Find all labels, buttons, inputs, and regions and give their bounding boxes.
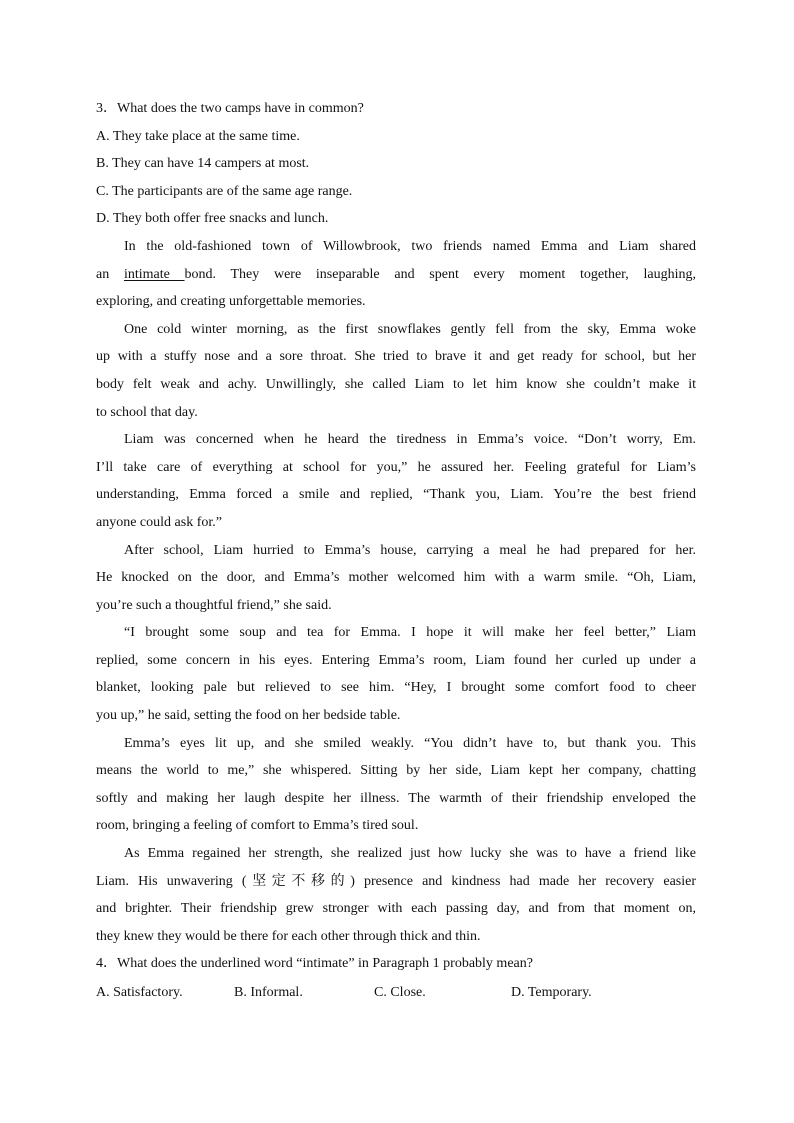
passage-line xyxy=(96,261,696,289)
passage-line: to school that day. xyxy=(96,404,198,420)
passage-line: He knocked on the door, and Emma’s mother welcomed him with a warm smile. “Oh, Liam, xyxy=(96,570,696,586)
paragraph-7 xyxy=(96,840,696,950)
passage-line: replied, some concern in his eyes. Entering Emma’s room, Liam found her curled up under a xyxy=(96,652,696,668)
passage-line: up with a stuffy nose and a sore throat. She tried to brave it and get ready for school, but her xyxy=(96,349,696,365)
reading-passage xyxy=(96,233,696,950)
passage-line: exploring, and creating unforgettable memories. xyxy=(96,294,366,310)
passage-line: After school, Liam hurried to Emma’s house, carrying a meal he had prepared for her. xyxy=(124,542,696,558)
passage-text: bond. They were inseparable and spent every moment together, laughing, xyxy=(184,266,696,282)
question-4 xyxy=(96,950,696,1008)
paragraph-1 xyxy=(96,233,696,316)
paragraph-3 xyxy=(96,426,696,536)
option-a: A. Satisfactory. xyxy=(96,985,183,1000)
passage-line: Liam was concerned when he heard the tiredness in Emma’s voice. “Don’t worry, Em. xyxy=(124,432,696,448)
passage-line: I’ll take care of everything at school for you,” he assured her. Feeling grateful for Liam’s xyxy=(96,459,696,475)
passage-line: body felt weak and achy. Unwillingly, she called Liam to let him know she couldn’t make it xyxy=(96,376,696,392)
question-3 xyxy=(96,95,696,233)
passage-line: softly and making her laugh despite her illness. The warmth of their friendship enveloped the xyxy=(96,790,696,806)
option-a: A. They take place at the same time. xyxy=(96,128,300,144)
option-c: C. Close. xyxy=(374,985,426,1000)
underlined-word: intimate xyxy=(123,266,185,282)
passage-line: One cold winter morning, as the first snowflakes gently fell from the sky, Emma woke xyxy=(124,321,696,337)
paragraph-4 xyxy=(96,537,696,620)
passage-line: they knew they would be there for each other through thick and thin. xyxy=(96,928,481,944)
option-b: B. They can have 14 campers at most. xyxy=(96,156,310,172)
passage-line: you up,” he said, setting the food on her bedside table. xyxy=(96,708,401,724)
passage-line: In the old-fashioned town of Willowbrook, two friends named Emma and Liam shared xyxy=(124,238,696,254)
passage-line: understanding, Emma forced a smile and replied, “Thank you, Liam. You’re the best friend xyxy=(96,487,696,503)
option-b: B. Informal. xyxy=(234,985,303,1000)
option-c: C. The participants are of the same age range. xyxy=(96,183,353,199)
passage-line: As Emma regained her strength, she realized just how lucky she was to have a friend like xyxy=(124,846,696,862)
question-stem: 4．What does the underlined word “intimate” in Paragraph 1 probably mean? xyxy=(96,956,533,972)
option-d: D. Temporary. xyxy=(511,985,592,1000)
options-row xyxy=(96,978,696,1008)
passage-line: you’re such a thoughtful friend,” she said. xyxy=(96,597,332,613)
passage-line: Emma’s eyes lit up, and she smiled weakly. “You didn’t have to, but thank you. This xyxy=(124,735,696,751)
paragraph-2 xyxy=(96,316,696,426)
paragraph-5 xyxy=(96,619,696,729)
passage-line: anyone could ask for.” xyxy=(96,514,222,530)
passage-line: “I brought some soup and tea for Emma. I hope it will make her feel better,” Liam xyxy=(124,625,696,641)
paragraph-6 xyxy=(96,730,696,840)
question-stem: 3．What does the two camps have in common? xyxy=(96,101,364,116)
page-content xyxy=(96,95,696,1008)
passage-line: blanket, looking pale but relieved to see him. “Hey, I brought some comfort food to cheer xyxy=(96,680,696,696)
passage-line: and brighter. Their friendship grew stronger with each passing day, and from that moment on, xyxy=(96,901,696,917)
passage-line: Liam. His unwavering (坚定不移的) presence and kindness had made her recovery easier xyxy=(96,873,696,889)
passage-line: means the world to me,” she whispered. Sitting by her side, Liam kept her company, chatting xyxy=(96,763,696,779)
passage-text: an xyxy=(96,266,124,282)
option-d: D. They both offer free snacks and lunch. xyxy=(96,211,329,227)
passage-line: room, bringing a feeling of comfort to Emma’s tired soul. xyxy=(96,818,419,834)
